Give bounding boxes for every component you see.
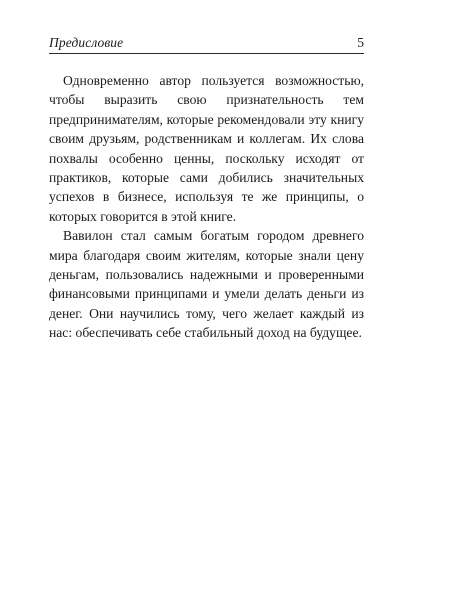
page-number: 5 xyxy=(357,35,364,50)
chapter-title: Предисловие xyxy=(49,35,124,50)
header-rule xyxy=(49,53,364,54)
body-text xyxy=(49,71,364,343)
paragraph: Одновременно автор пользуется возможностью, чтобы выразить свою признательность тем предпринимателям, которые рекомендовали эту книгу своим друзьям, родственникам и коллегам. Их слова похвалы особенно ценны, поскольку исходят от практиков, которые сами добились значительных успехов в бизнесе, используя те же принципы, о которых говорится в этой книге. xyxy=(49,73,364,224)
paragraph: Вавилон стал самым богатым городом древнего мира благодаря своим жителям, которые знали цену деньгам, пользовались надежными и проверенными финансовыми принципами и умели делать деньги из денег. Они научились тому, чего желает каждый из нас: обеспечивать себе стабильный доход на будущее. xyxy=(49,228,364,341)
running-header xyxy=(49,35,364,55)
